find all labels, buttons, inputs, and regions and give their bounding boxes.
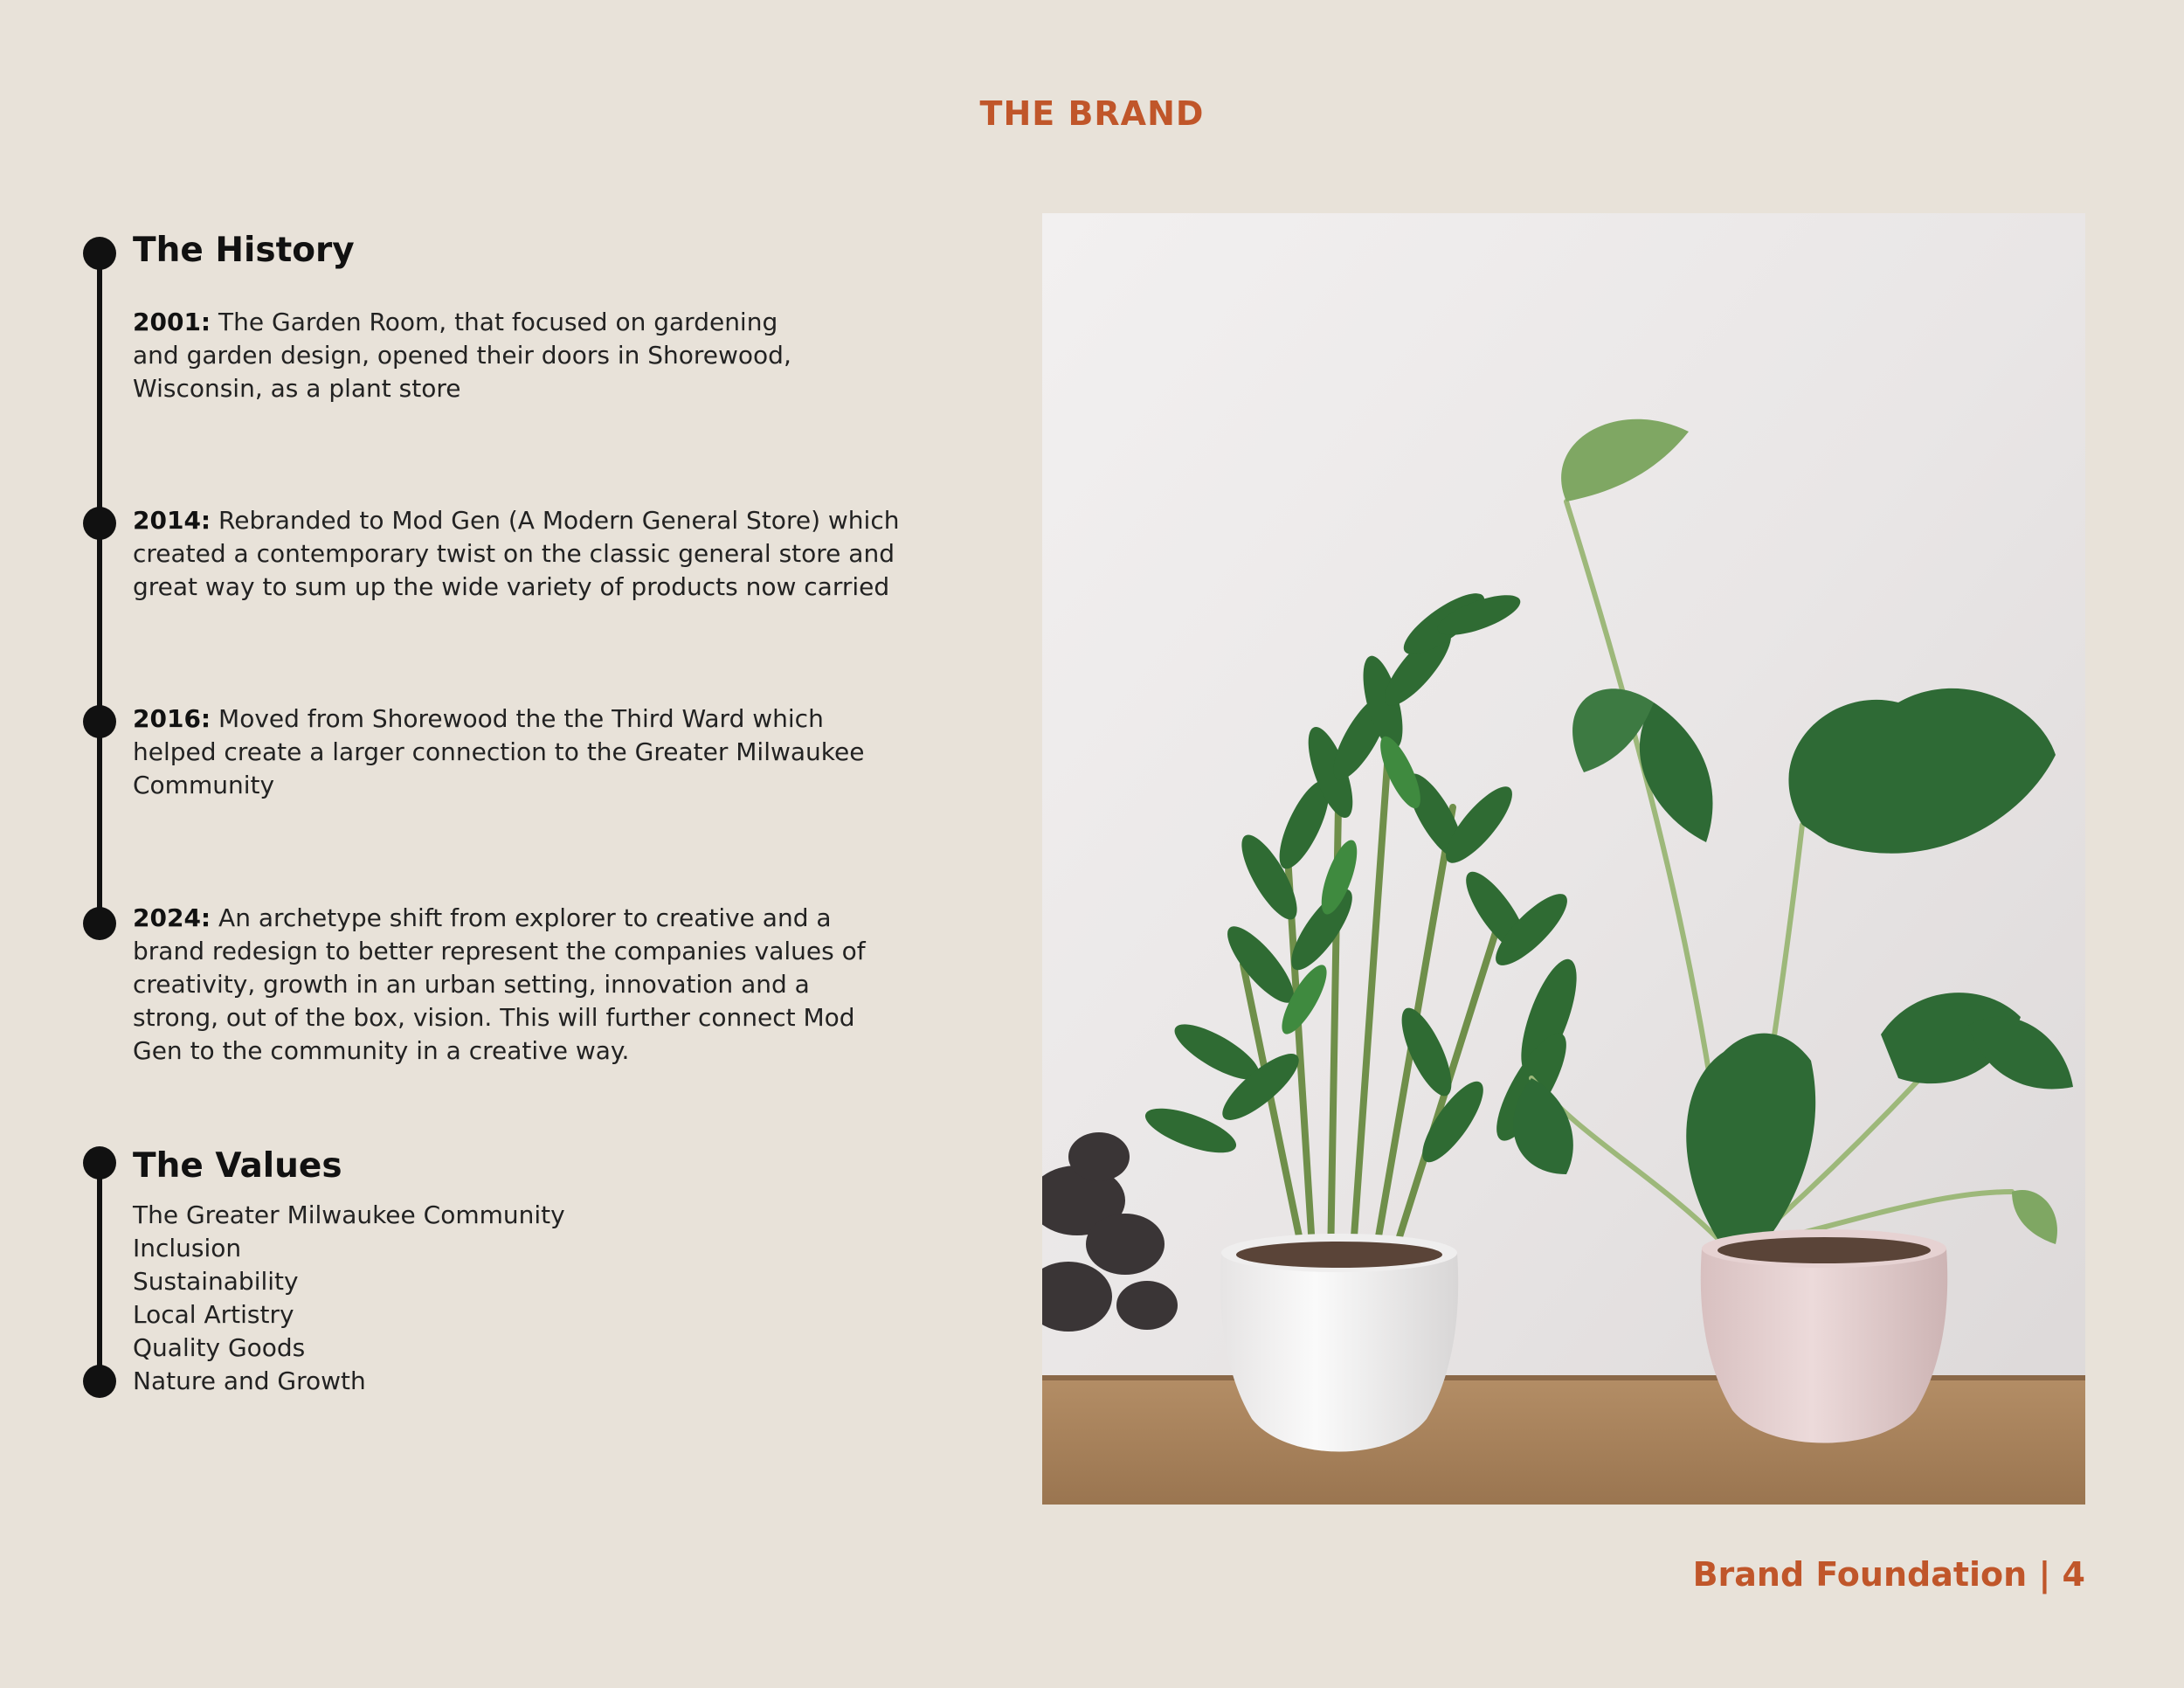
history-entry-2016	[133, 702, 902, 802]
value-item: Sustainability	[133, 1267, 299, 1296]
values-heading: The Values	[133, 1146, 342, 1186]
timeline-dot-values-end	[83, 1365, 116, 1398]
history-heading: The History	[133, 231, 355, 270]
entry-year: 2024:	[133, 903, 211, 932]
timeline-dot-2016	[83, 705, 116, 738]
entry-text: Rebranded to Mod Gen (A Modern General Store) which created a contemporary twist on the classic general store and great way to sum up the wide variety of products now carried	[133, 506, 900, 601]
timeline-dot-2014	[83, 507, 116, 540]
entry-year: 2001:	[133, 308, 211, 336]
page-title: THE BRAND	[979, 94, 1205, 133]
history-entry-2024	[133, 902, 902, 1068]
values-timeline-line	[97, 1163, 102, 1381]
value-item: Inclusion	[133, 1234, 242, 1263]
footer-page-label: Brand Foundation | 4	[1692, 1555, 2085, 1594]
plant-photo	[1042, 213, 2085, 1505]
timeline-dot-history	[83, 237, 116, 270]
value-item: Quality Goods	[133, 1333, 306, 1362]
values-list	[133, 1199, 565, 1398]
value-item: The Greater Milwaukee Community	[133, 1200, 565, 1229]
history-timeline-line	[97, 253, 102, 926]
entry-text: Moved from Shorewood the the Third Ward which helped create a larger connection to the Greater Milwaukee Community	[133, 704, 865, 799]
value-item: Nature and Growth	[133, 1366, 366, 1395]
history-entry-2014	[133, 504, 902, 604]
entry-text: The Garden Room, that focused on gardening and garden design, opened their doors in Shorewood, Wisconsin, as a plant store	[133, 308, 791, 403]
entry-text: An archetype shift from explorer to creative and a brand redesign to better represent the companies values of creativity, growth in an urban setting, innovation and a strong, out of the box, vision. This will further connect Mod Gen to the community in a creative way.	[133, 903, 866, 1065]
timeline-dot-values	[83, 1146, 116, 1180]
timeline-dot-2024	[83, 907, 116, 940]
history-entry-2001	[133, 306, 823, 405]
entry-year: 2014:	[133, 506, 211, 535]
value-item: Local Artistry	[133, 1300, 294, 1329]
entry-year: 2016:	[133, 704, 211, 733]
